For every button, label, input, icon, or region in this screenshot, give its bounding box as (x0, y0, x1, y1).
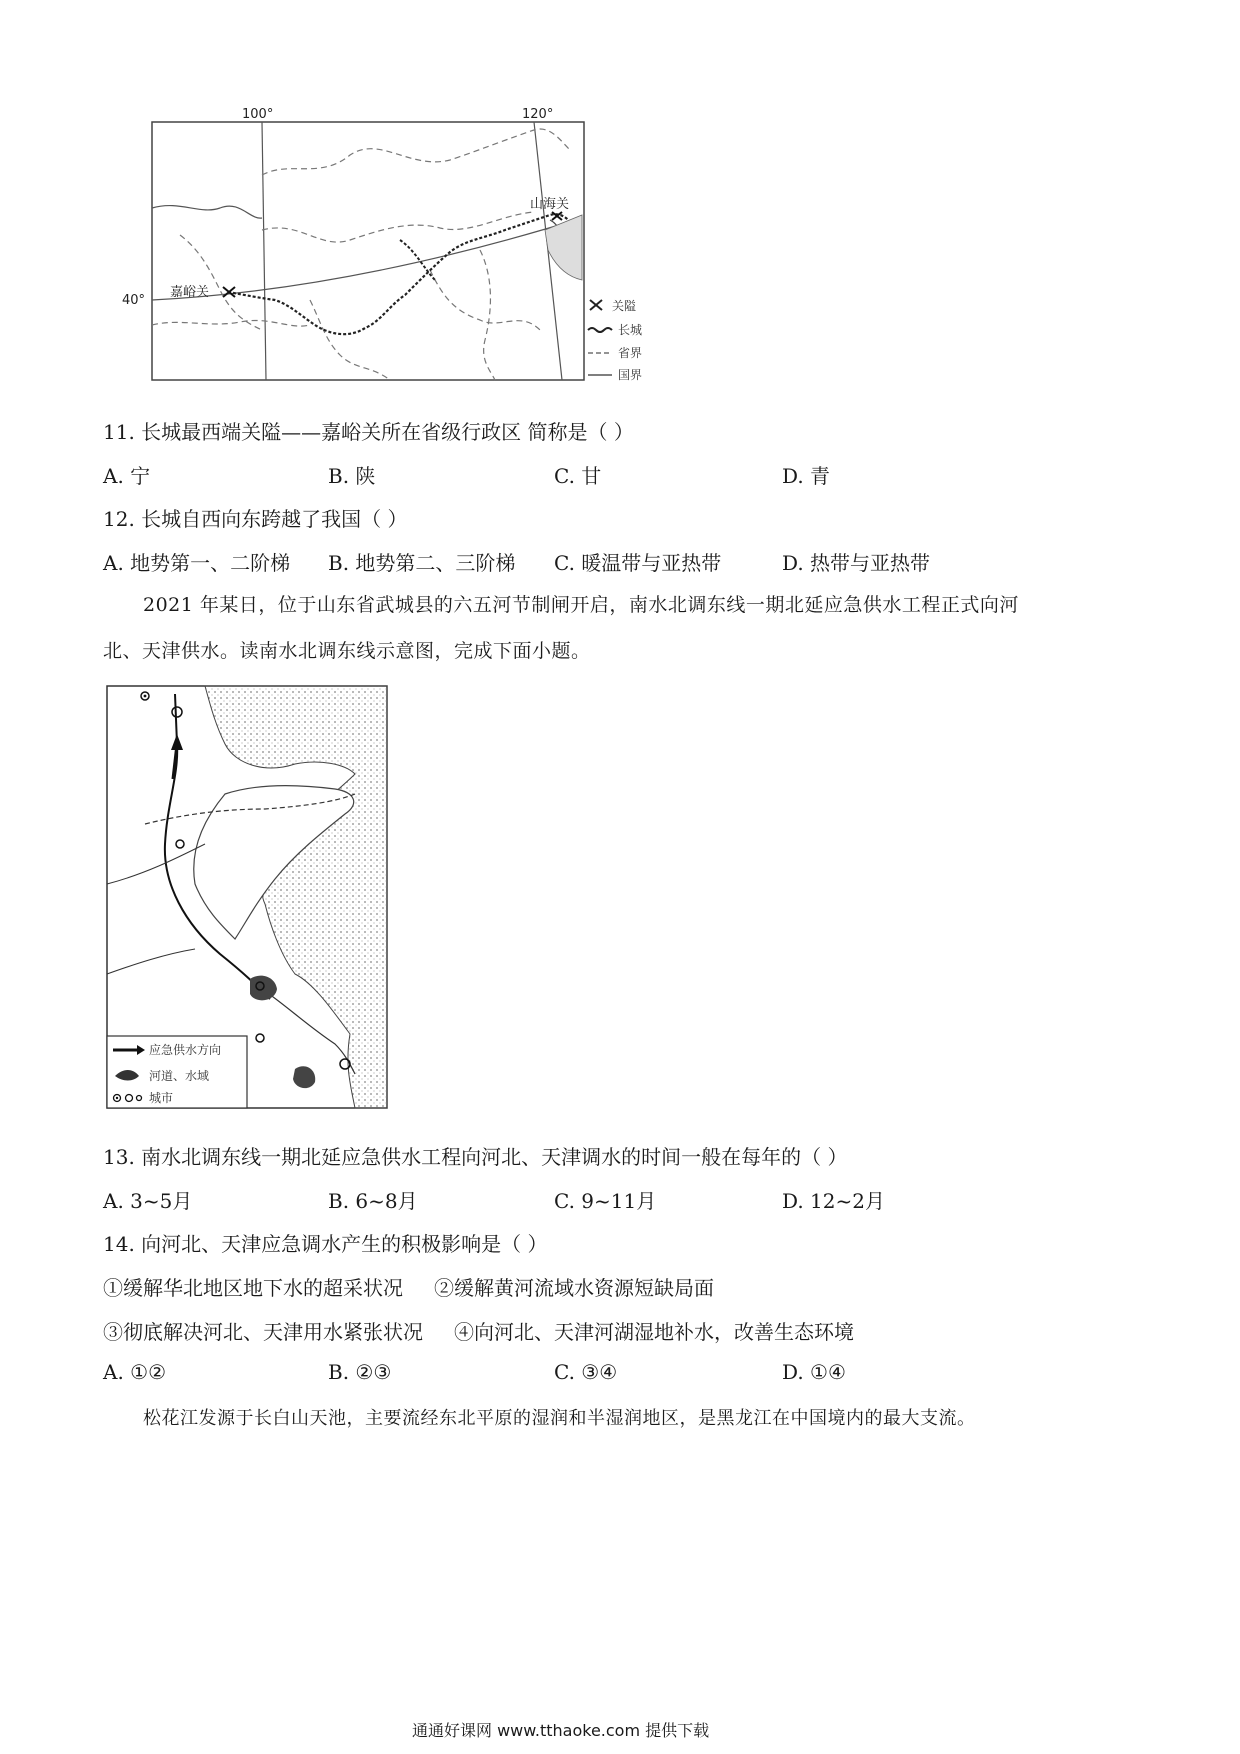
q13-option-a[interactable]: A. 3~5月 (103, 1189, 193, 1213)
legend-pass-label: 关隘 (612, 299, 637, 313)
q11-option-a[interactable]: A. 宁 (103, 464, 151, 488)
legend-national-label: 国界 (618, 368, 643, 382)
lon-100-label: 100° (242, 107, 274, 122)
pass-symbol-icon (590, 300, 602, 310)
jiayuguan-pass-marker (223, 287, 235, 297)
lat-40-label: 40° (122, 293, 146, 308)
intro-line-2: 北、天津供水。读南水北调东线示意图，完成下面小题。 (103, 640, 591, 662)
q12-option-c[interactable]: C. 暖温带与亚热带 (554, 551, 722, 575)
q14-option-b[interactable]: B. ②③ (328, 1360, 392, 1384)
legend-city-label: 城市 (149, 1091, 174, 1105)
lon-120-label: 120° (522, 107, 554, 122)
map2-legend (107, 1036, 247, 1108)
jiayuguan-label: 嘉峪关 (170, 285, 210, 300)
q11-option-d[interactable]: D. 青 (782, 464, 831, 488)
great-wall-line-icon (588, 328, 612, 332)
intro-line-1: 2021 年某日，位于山东省武城县的六五河节制闸开启，南水北调东线一期北延应急供水工程正式向河 (143, 594, 1019, 616)
q12-stem: 12. 长城自西向东跨越了我国（ ） (103, 507, 408, 531)
outro-paragraph: 松花江发源于长白山天池，主要流经东北平原的湿润和半湿润地区，是黑龙江在中国境内的最大支流。 (143, 1408, 976, 1429)
q14-statement-2: ②缓解黄河流域水资源短缺局面 (434, 1276, 714, 1300)
q11-option-b[interactable]: B. 陕 (328, 464, 376, 488)
q13-option-b[interactable]: B. 6~8月 (328, 1189, 418, 1213)
legend-river-label: 河道、水域 (149, 1069, 210, 1083)
q14-statement-3: ③彻底解决河北、天津用水紧张状况 (103, 1320, 423, 1344)
q13-option-c[interactable]: C. 9~11月 (554, 1189, 657, 1213)
q13-stem: 13. 南水北调东线一期北延应急供水工程向河北、天津调水的时间一般在每年的（ ） (103, 1145, 848, 1169)
q14-stem: 14. 向河北、天津应急调水产生的积极影响是（ ） (103, 1232, 548, 1256)
q14-option-a[interactable]: A. ①② (103, 1360, 167, 1384)
shanhaiguan-label: 山海关 (530, 197, 570, 212)
q14-option-c[interactable]: C. ③④ (554, 1360, 618, 1384)
water-diversion-map (105, 684, 390, 1112)
legend-supply-label: 应急供水方向 (149, 1043, 222, 1057)
q11-option-c[interactable]: C. 甘 (554, 464, 602, 488)
q14-statement-4: ④向河北、天津河湖湿地补水，改善生态环境 (454, 1320, 854, 1344)
q12-option-d[interactable]: D. 热带与亚热带 (782, 551, 931, 575)
legend-province-label: 省界 (618, 346, 643, 360)
q12-option-b[interactable]: B. 地势第二、三阶梯 (328, 551, 516, 575)
great-wall-map (122, 100, 660, 385)
legend-wall-label: 长城 (618, 323, 643, 337)
page-footer: 通通好课网 www.tthaoke.com 提供下载 (412, 1721, 710, 1740)
q14-option-d[interactable]: D. ①④ (782, 1360, 846, 1384)
q11-stem: 11. 长城最西端关隘——嘉峪关所在省级行政区 简称是（ ） (103, 420, 634, 444)
map1-legend (588, 299, 642, 382)
q13-option-d[interactable]: D. 12~2月 (782, 1189, 885, 1213)
q12-option-a[interactable]: A. 地势第一、二阶梯 (103, 551, 291, 575)
q14-statement-1: ①缓解华北地区地下水的超采状况 (103, 1276, 403, 1300)
